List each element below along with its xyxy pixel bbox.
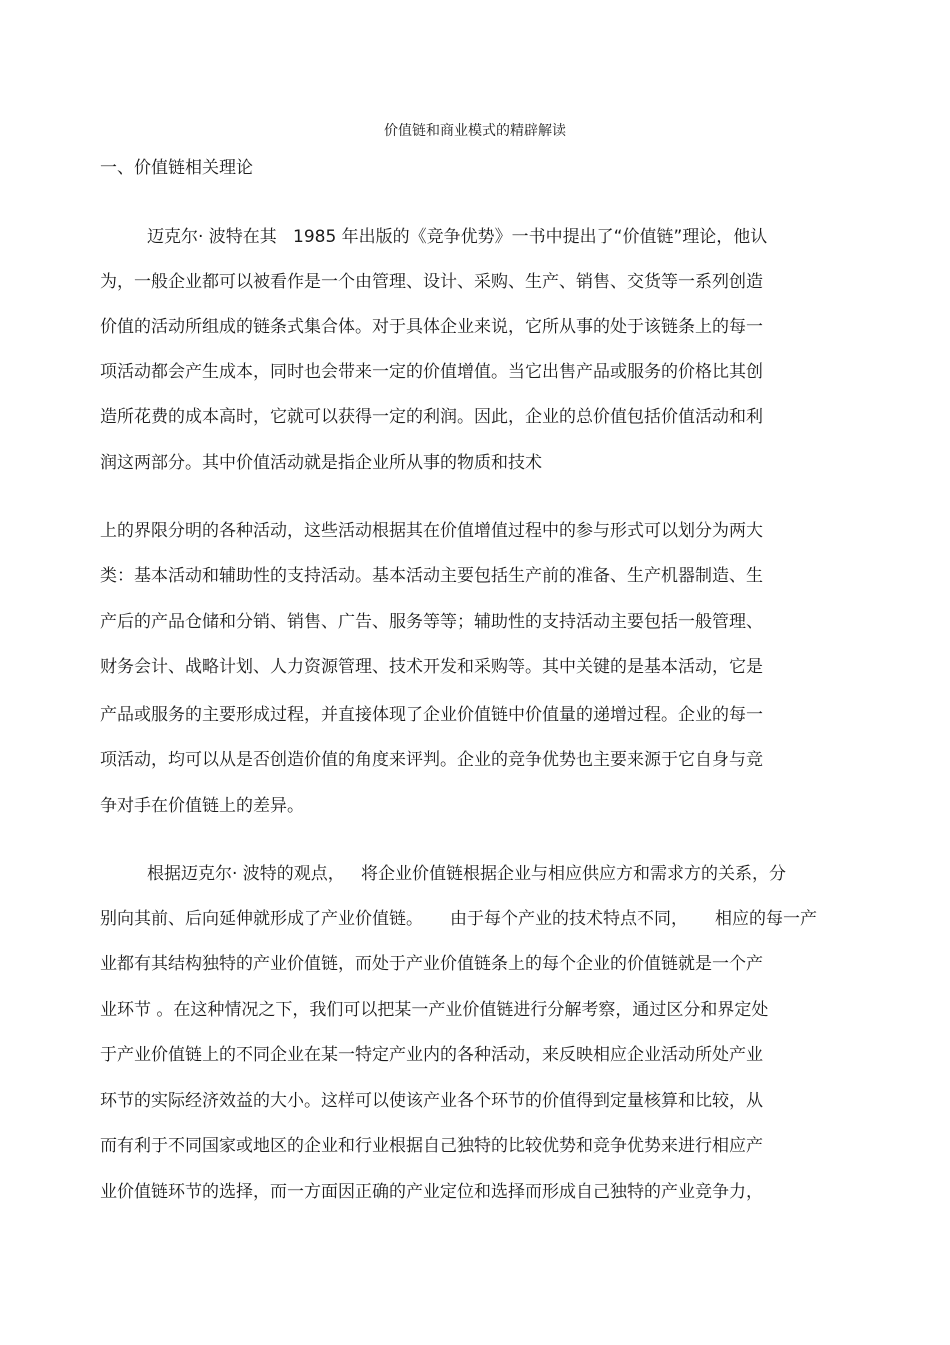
paragraph-3-line: 根据迈克尔· 波特的观点， 将企业价值链根据企业与相应供应方和需求方的关系，分 [147,864,787,884]
paragraph-2-line: 产品或服务的主要形成过程，并直接体现了企业价值链中价值量的递增过程。企业的每一 [100,705,763,725]
paragraph-3-line: 别向其前、后向延伸就形成了产业价值链。 由于每个产业的技术特点不同， 相应的每一产 [100,909,818,929]
paragraph-2-line: 产后的产品仓储和分销、销售、广告、服务等等；辅助性的支持活动主要包括一般管理、 [100,612,763,632]
paragraph-1-line: 造所花费的成本高时，它就可以获得一定的利润。因此，企业的总价值包括价值活动和利 [100,407,763,427]
paragraph-1-line: 润这两部分。其中价值活动就是指企业所从事的物质和技术 [100,453,542,473]
paragraph-2-line: 项活动，均可以从是否创造价值的角度来评判。企业的竞争优势也主要来源于它自身与竞 [100,750,763,770]
paragraph-1-line: 为，一般企业都可以被看作是一个由管理、设计、采购、生产、销售、交货等一系列创造 [100,272,763,292]
paragraph-1-line: 迈克尔· 波特在其 1985 年出版的《竞争优势》一书中提出了“价值链”理论，他认 [147,227,768,247]
paragraph-3-line: 于产业价值链上的不同企业在某一特定产业内的各种活动，来反映相应企业活动所处产业 [100,1045,763,1065]
paragraph-3-line: 业环节 。在这种情况之下，我们可以把某一产业价值链进行分解考察，通过区分和界定处 [100,1000,769,1020]
paragraph-2-line: 类：基本活动和辅助性的支持活动。基本活动主要包括生产前的准备、生产机器制造、生 [100,566,763,586]
paragraph-2-line: 争对手在价值链上的差异。 [100,796,304,816]
paragraph-3-line: 而有利于不同国家或地区的企业和行业根据自己独特的比较优势和竞争优势来进行相应产 [100,1136,763,1156]
paragraph-2-line: 上的界限分明的各种活动，这些活动根据其在价值增值过程中的参与形式可以划分为两大 [100,521,763,541]
document-title: 价值链和商业模式的精辟解读 [384,123,566,139]
section-heading: 一、价值链相关理论 [100,158,253,178]
paragraph-1-line: 价值的活动所组成的链条式集合体。对于具体企业来说，它所从事的处于该链条上的每一 [100,317,763,337]
paragraph-3-line: 环节的实际经济效益的大小。这样可以使该产业各个环节的价值得到定量核算和比较，从 [100,1091,763,1111]
paragraph-1-line: 项活动都会产生成本，同时也会带来一定的价值增值。当它出售产品或服务的价格比其创 [100,362,763,382]
paragraph-3-line: 业价值链环节的选择，而一方面因正确的产业定位和选择而形成自己独特的产业竞争力， [100,1182,763,1202]
paragraph-3-line: 业都有其结构独特的产业价值链，而处于产业价值链条上的每个企业的价值链就是一个产 [100,954,763,974]
paragraph-2-line: 财务会计、战略计划、人力资源管理、技术开发和采购等。其中关键的是基本活动，它是 [100,657,763,677]
